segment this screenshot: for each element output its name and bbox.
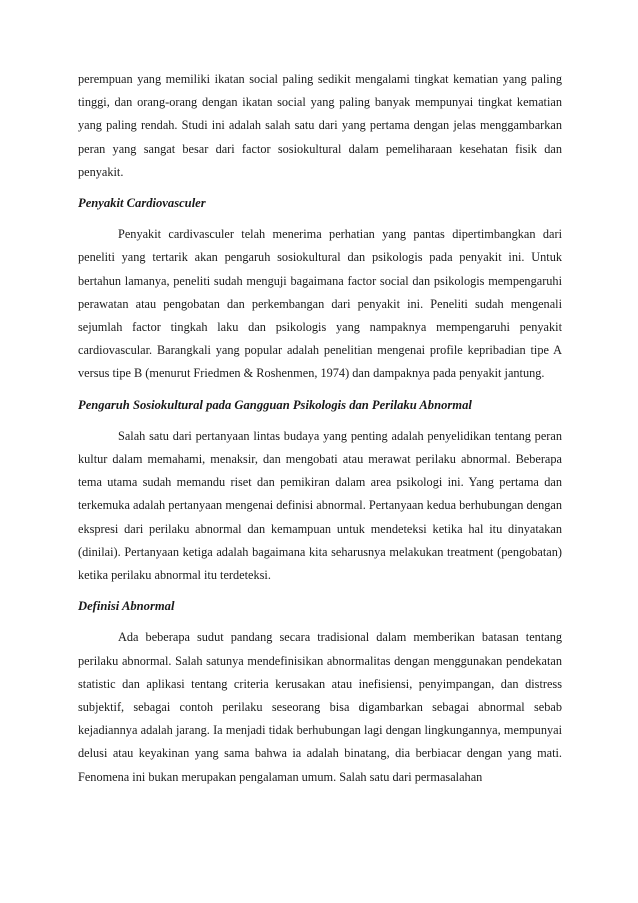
document-page <box>78 68 562 789</box>
section-paragraph-cardiovasculer: Penyakit cardivasculer telah menerima perhatian yang pantas dipertimbangkan dari peneliti yang tertarik akan pengaruh sosiokultural dan psikologis pada penyakit ini. Untuk bertahun lamanya, peneliti sudah menguji bagaimana factor social dan psikologis mempengaruhi perawatan atau pengobatan dan perkembangan dari penyakit ini. Peneliti sudah mengenali sejumlah factor tingkah laku dan psikologis yang nampaknya mempengaruhi penyakit cardiovascular. Barangkali yang popular adalah penelitian mengenai profile kepribadian tipe A versus tipe B (menurut Friedmen & Roshenmen, 1974) dan dampaknya pada penyakit jantung. <box>78 227 562 381</box>
section-paragraph-definisi-abnormal: Ada beberapa sudut pandang secara tradisional dalam memberikan batasan tentang perilaku abnormal. Salah satunya mendefinisikan abnormalitas dengan menggunakan pendekatan statistic dan aplikasi tentang criteria kerusakan atau inefisiensi, penyimpangan, dan distress subjektif, sebagai contoh perilaku seseorang bisa digambarkan sebagai abnormal sebab kejadiannya adalah jarang. Ia menjadi tidak berhubungan lagi dengan lingkungannya, mempunyai delusi atau keyakinan yang sama bahwa ia adalah binatang, dia berbiacar dengan yang mati. Fenomena ini bukan merupakan pengalaman umum. Salah satu dari permasalahan <box>78 630 562 784</box>
section-paragraph-sosiokultural: Salah satu dari pertanyaan lintas budaya yang penting adalah penyelidikan tentang peran kultur dalam memahami, menaksir, dan mengobati atau merawat perilaku abnormal. Beberapa tema utama sudah memandu riset dan pemikiran dalam area psikologi ini. Yang pertama dan terkemuka adalah pertanyaan mengenai definisi abnormal. Pertanyaan kedua berhubungan dengan ekspresi dari perilaku abnormal dan kemampuan untuk mendeteksi ketika hal itu dinyatakan (dinilai). Pertanyaan ketiga adalah bagaimana kita seharusnya melakukan treatment (pengobatan) ketika perilaku abnormal itu terdeteksi. <box>78 428 562 583</box>
section-heading-definisi-abnormal: Definisi Abnormal <box>78 599 175 614</box>
section-heading-sosiokultural: Pengaruh Sosiokultural pada Gangguan Psikologis dan Perilaku Abnormal <box>78 397 472 412</box>
section-heading-cardiovasculer: Penyakit Cardiovasculer <box>78 196 206 211</box>
intro-paragraph: perempuan yang memiliki ikatan social paling sedikit mengalami tingkat kematian yang paling tinggi, dan orang-orang dengan ikatan social yang paling banyak mempunyai tingkat kematian yang paling rendah. Studi ini adalah salah satu dari yang pertama dengan jelas menggambarkan peran yang sangat besar dari factor sosiokultural dalam pemeliharaan kesehatan fisik dan penyakit. <box>78 72 562 179</box>
